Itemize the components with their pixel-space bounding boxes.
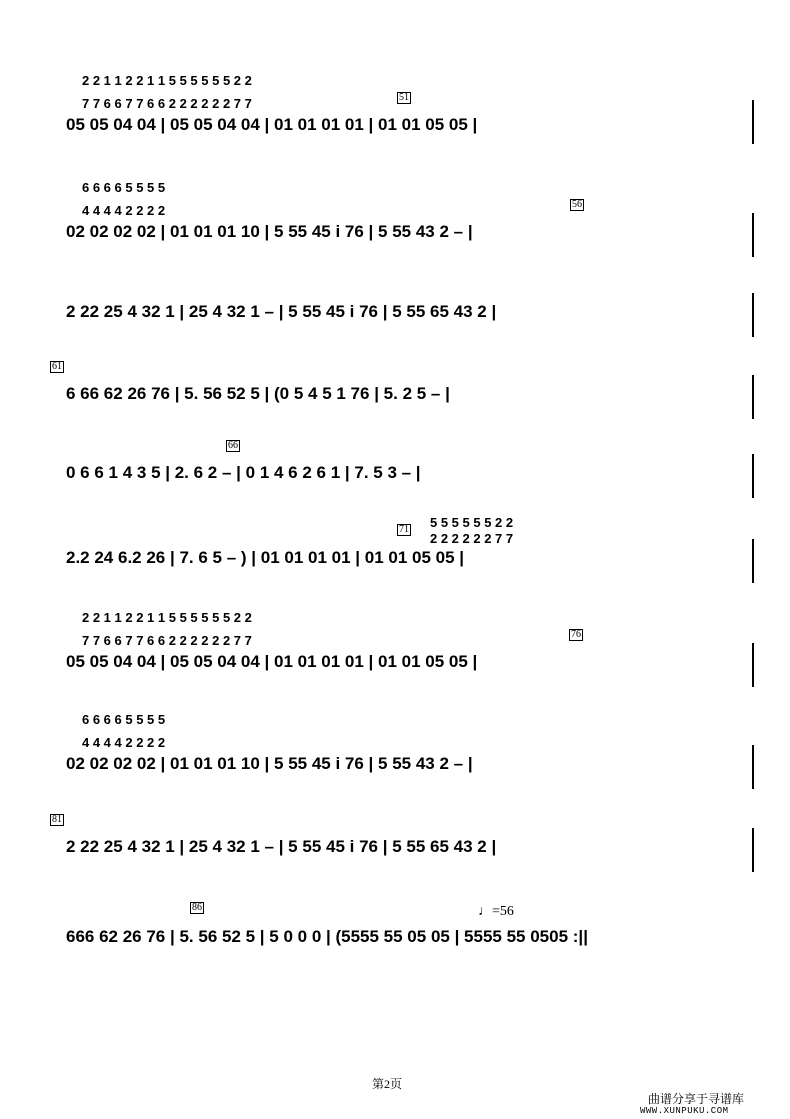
bar-line <box>752 539 754 583</box>
harmony-lower-6: 2 2 2 2 2 2 7 7 <box>430 531 514 546</box>
measure-number-76: 76 <box>571 629 581 640</box>
watermark-url: WWW.XUNPUKU.COM <box>640 1106 729 1116</box>
tempo-marking: ♩=56 <box>478 904 514 919</box>
melody-line-2: 02 02 02 02 | 01 01 01 10 | 5 55 45 i 76 | 5 55 43 2 – | <box>66 222 473 241</box>
bar-line <box>752 375 754 419</box>
quarter-note-icon: ♩ <box>478 904 492 919</box>
harmony-upper-8: 6 6 6 6 5 5 5 5 <box>82 712 166 727</box>
bar-line <box>752 100 754 144</box>
measure-number-71: 71 <box>399 524 409 535</box>
bar-line <box>752 828 754 872</box>
bar-line <box>752 454 754 498</box>
harmony-upper-7: 2 2 1 1 2 2 1 1 5 5 5 5 5 5 2 2 <box>82 610 252 625</box>
harmony-lower-7: 7 7 6 6 7 7 6 6 2 2 2 2 2 2 7 7 <box>82 633 252 648</box>
melody-line-1: 05 05 04 04 | 05 05 04 04 | 01 01 01 01 | 01 01 05 05 | <box>66 115 478 134</box>
measure-number-51: 51 <box>399 92 409 103</box>
melody-line-5: 0 6 6 1 4 3 5 | 2. 6 2 – | 0 1 4 6 2 6 1 | 7. 5 3 – | <box>66 463 421 482</box>
measure-number-81: 81 <box>52 814 62 825</box>
harmony-upper-2: 6 6 6 6 5 5 5 5 <box>82 180 166 195</box>
harmony-lower-8: 4 4 4 4 2 2 2 2 <box>82 735 166 750</box>
bar-line <box>752 745 754 789</box>
melody-line-10: 666 62 26 76 | 5. 56 52 5 | 5 0 0 0 | (5555 55 05 05 | 5555 55 0505 :|| <box>66 927 588 946</box>
melody-line-8: 02 02 02 02 | 01 01 01 10 | 5 55 45 i 76 | 5 55 43 2 – | <box>66 754 473 773</box>
watermark-text: 曲谱分享于寻谱库 <box>648 1092 745 1106</box>
measure-number-66: 66 <box>228 440 238 451</box>
melody-line-6: 2.2 24 6.2 26 | 7. 6 5 – ) | 01 01 01 01 | 01 01 05 05 | <box>66 548 465 567</box>
melody-line-3: 2 22 25 4 32 1 | 25 4 32 1 – | 5 55 45 i 76 | 5 55 65 43 2 | <box>66 302 497 321</box>
bar-line <box>752 293 754 337</box>
measure-number-86: 86 <box>192 902 202 913</box>
bar-line <box>752 643 754 687</box>
measure-number-61: 61 <box>52 361 62 372</box>
bar-line <box>752 213 754 257</box>
melody-line-9: 2 22 25 4 32 1 | 25 4 32 1 – | 5 55 45 i 76 | 5 55 65 43 2 | <box>66 837 497 856</box>
page-number: 第2页 <box>372 1077 403 1091</box>
melody-line-4: 6 66 62 26 76 | 5. 56 52 5 | (0 5 4 5 1 76 | 5. 2 5 – | <box>66 384 450 403</box>
melody-line-7: 05 05 04 04 | 05 05 04 04 | 01 01 01 01 | 01 01 05 05 | <box>66 652 478 671</box>
harmony-upper-6: 5 5 5 5 5 5 2 2 <box>430 515 514 530</box>
harmony-lower-1: 7 7 6 6 7 7 6 6 2 2 2 2 2 2 7 7 <box>82 96 252 111</box>
harmony-upper-1: 2 2 1 1 2 2 1 1 5 5 5 5 5 5 2 2 <box>82 73 252 88</box>
measure-number-56: 56 <box>572 199 582 210</box>
harmony-lower-2: 4 4 4 4 2 2 2 2 <box>82 203 166 218</box>
